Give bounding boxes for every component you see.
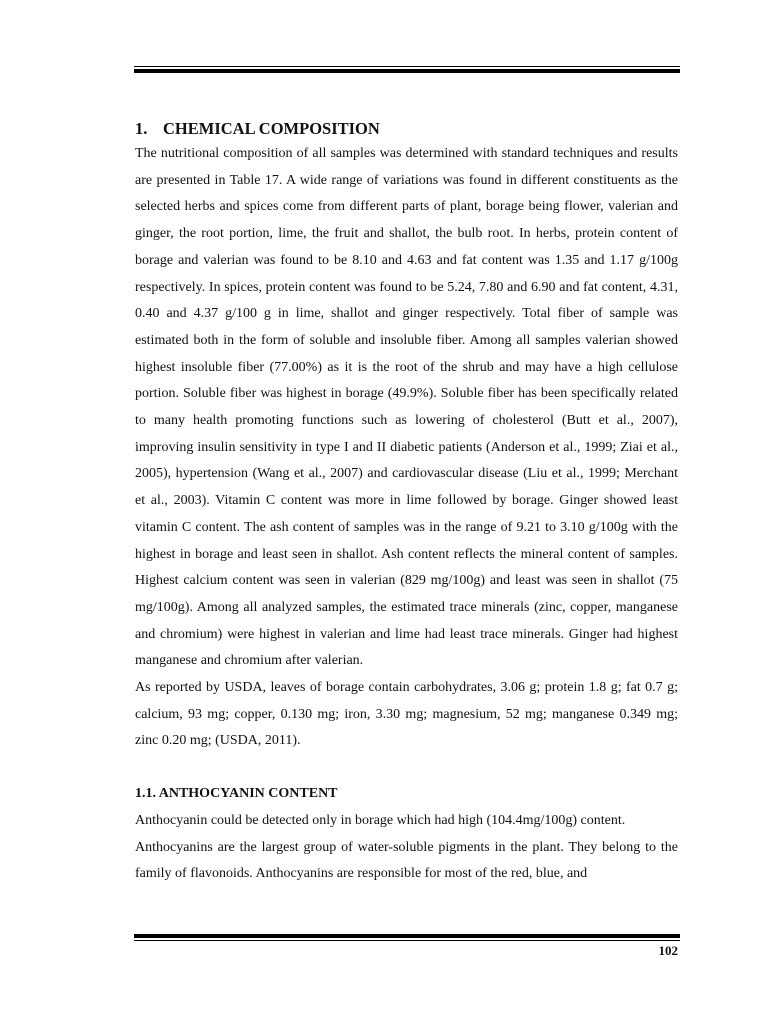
section-title: CHEMICAL COMPOSITION	[163, 119, 380, 138]
page-number: 102	[658, 943, 678, 958]
footer-rule-thin	[134, 940, 680, 941]
subsection-heading: 1.1. ANTHOCYANIN CONTENT	[135, 786, 338, 802]
header-rule-thick	[134, 69, 680, 73]
page-content	[135, 117, 678, 888]
subsection-paragraph-2: Anthocyanins are the largest group of water-soluble pigments in the plant. They belong to the family of flavonoids. Anthocyanins are responsible for most of the red, blue, and	[135, 839, 678, 882]
footer-rule-thick	[134, 934, 680, 938]
section-number: 1.	[135, 119, 148, 138]
section-paragraph-1: The nutritional composition of all samples was determined with standard techniques and results are presented in Table 17. A wide range of variations was found in different constituents as the selected herbs and spices come from different parts of plant, borage being flower, valerian and ginger, the root portion, lime, the fruit and shallot, the bulb root. In herbs, protein content of borage and valerian was found to be 8.10 and 4.63 and fat content was 1.35 and 1.17 g/100g respectively. In spices, protein content was found to be 5.24, 7.80 and 6.90 and fat content, 4.31, 0.40 and 4.37 g/100 g in lime, shallot and ginger respectively. Total fiber of sample was estimated both in the form of soluble and insoluble fiber. Among all samples valerian showed highest insoluble fiber (77.00%) as it is the root of the shrub and may have a high cellulose portion. Soluble fiber was highest in borage (49.9%). Soluble fiber has been specifically related to many health promoting functions such as lowering of cholesterol (Butt et al., 2007), improving insulin sensitivity in type I and II diabetic patients (Anderson et al., 1999; Ziai et al., 2005), hypertension (Wang et al., 2007) and cardiovascular disease (Liu et al., 1999; Merchant et al., 2003). Vitamin C content was more in lime followed by borage. Ginger showed least vitamin C content. The ash content of samples was in the range of 9.21 to 3.10 g/100g with the highest in borage and least seen in shallot. Ash content reflects the mineral content of samples. Highest calcium content was seen in valerian (829 mg/100g) and least was seen in shallot (75 mg/100g). Among all analyzed samples, the estimated trace minerals (zinc, copper, manganese and chromium) were highest in valerian and lime had least trace minerals. Ginger had highest manganese and chromium after valerian.	[135, 146, 678, 669]
header-rule-thin	[134, 66, 680, 67]
section-heading	[135, 117, 678, 141]
section-paragraph-2: As reported by USDA, leaves of borage contain carbohydrates, 3.06 g; protein 1.8 g; fat 0.7 g; calcium, 93 mg; copper, 0.130 mg; iron, 3.30 mg; magnesium, 52 mg; manganese 0.349 mg; zinc 0.20 mg; (USDA, 2011).	[135, 680, 678, 749]
subsection-paragraph-1: Anthocyanin could be detected only in borage which had high (104.4mg/100g) content.	[135, 812, 626, 828]
